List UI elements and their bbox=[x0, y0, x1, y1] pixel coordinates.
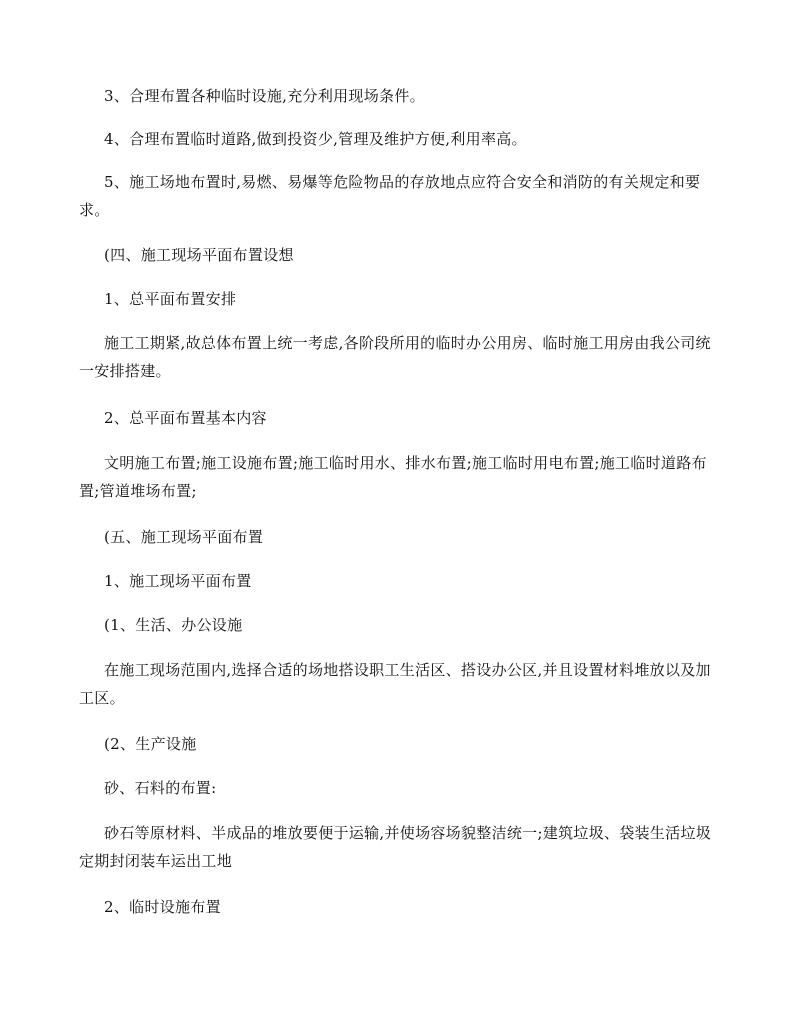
subsection-heading: (2、生产设施 bbox=[104, 735, 197, 753]
section-heading: (五、施工现场平面布置 bbox=[104, 528, 264, 546]
paragraph-line: 置;管道堆场布置; bbox=[79, 482, 197, 500]
paragraph-line: 在施工现场范围内,选择合适的场地搭设职工生活区、搭设办公区,并且设置材料堆放以及加 bbox=[104, 661, 711, 679]
subsection-heading: 2、临时设施布置 bbox=[104, 898, 221, 916]
paragraph-line: 工区。 bbox=[79, 689, 125, 707]
paragraph-line: 砂石等原材料、半成品的堆放要便于运输,并使场容场貌整洁统一;建筑垃圾、袋装生活垃圾 bbox=[104, 824, 712, 842]
paragraph-line: 3、合理布置各种临时设施,充分利用现场条件。 bbox=[104, 87, 425, 105]
section-heading: (四、施工现场平面布置设想 bbox=[104, 246, 294, 264]
subsection-heading: 2、总平面布置基本内容 bbox=[104, 409, 267, 427]
paragraph-line: 4、合理布置临时道路,做到投资少,管理及维护方便,利用率高。 bbox=[104, 130, 527, 148]
paragraph-line: 一安排搭建。 bbox=[79, 362, 171, 380]
paragraph-line: 施工工期紧,故总体布置上统一考虑,各阶段所用的临时办公用房、临时施工用房由我公司统 bbox=[104, 334, 711, 352]
paragraph-line: 定期封闭装车运出工地 bbox=[79, 852, 233, 870]
subsection-heading: 1、施工现场平面布置 bbox=[104, 572, 252, 590]
paragraph-line: 砂、石料的布置: bbox=[104, 779, 217, 797]
paragraph-line: 求。 bbox=[79, 201, 110, 219]
subsection-heading: (1、生活、办公设施 bbox=[104, 616, 243, 634]
paragraph-line: 文明施工布置;施工设施布置;施工临时用水、排水布置;施工临时用电布置;施工临时道路布 bbox=[104, 454, 707, 472]
subsection-heading: 1、总平面布置安排 bbox=[104, 290, 237, 308]
paragraph-line: 5、施工场地布置时,易燃、易爆等危险物品的存放地点应符合安全和消防的有关规定和要 bbox=[104, 173, 701, 191]
